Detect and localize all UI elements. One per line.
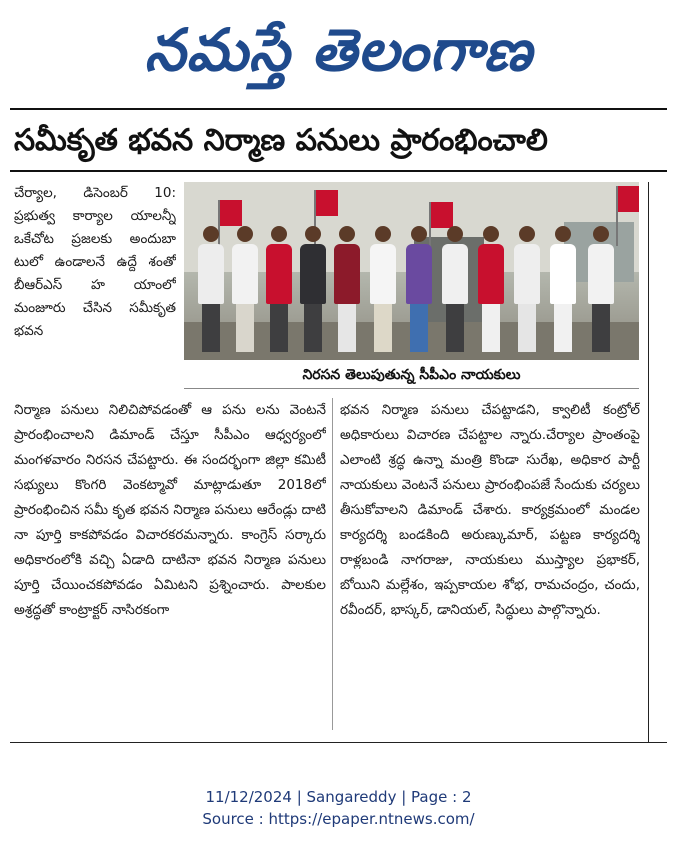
article-intro bbox=[14, 182, 176, 394]
column-divider bbox=[332, 398, 333, 730]
page-footer bbox=[0, 786, 677, 830]
article-photo bbox=[184, 182, 639, 360]
footer-source: Source : https://epaper.ntnews.com/ bbox=[202, 810, 475, 828]
newspaper-logo: నమస్తే తెలంగాణ bbox=[144, 16, 533, 84]
masthead bbox=[0, 0, 677, 100]
headline-divider bbox=[10, 170, 667, 172]
article-border bbox=[648, 182, 649, 742]
flag-icon bbox=[220, 200, 242, 226]
article-bottom-rule bbox=[10, 742, 667, 743]
article-headline: సమీకృత భవన నిర్మాణ పనులు ప్రారంభించాలి bbox=[14, 123, 548, 158]
flag-icon bbox=[316, 190, 338, 216]
flag-icon bbox=[618, 186, 639, 212]
article-body-right bbox=[340, 398, 640, 728]
top-divider bbox=[10, 108, 667, 110]
body-right-text: భవన నిర్మాణ పనులు చేపట్టాడని, క్వాలిటీ కంట్రోల్ అధికారులు విచారణ చేపట్టాల న్నారు.చేర్యాల ప్రాంతంపై ఎలాంటి శ్రద్ధ ఉన్నా మంత్రి కొండా సురేఖ, అధికార పార్టీ నాయకులు వెంటనే పనులు ప్రారంభింపజే సేందుకు చర్యలు తీసుకోవాలని డిమాండ్ చేశారు. కార్యక్రమంలో మండల కార్యదర్శి బండకింది అరుణ్కుమార్, పట్టణ కార్యదర్శి రాళ్లబండి నాగరాజు, నాయకులు ముస్త్యాల ప్రభాకర్, బోయిని మల్లేశం, ఇప్పకాయల శోభ, రామచంద్రం, చందు, రవీందర్, భాస్కర్, డానియల్, సిద్ధులు పాల్గొన్నారు. bbox=[340, 402, 640, 618]
article-body-left bbox=[14, 398, 326, 728]
intro-text: చేర్యాల, డిసెంబర్ 10: ప్రభుత్వ కార్యాల యాలన్నీ ఒకేచోట ప్రజలకు అందుబా టులో ఉండాలనే ఉద్దే శంతో బీఆర్ఎస్ హ యాంలో మంజూరు చేసిన సమీకృత భవన bbox=[14, 185, 176, 339]
flag-icon bbox=[431, 202, 453, 228]
body-left-text: నిర్మాణ పనులు నిలిచిపోవడంతో ఆ పను లను వెంటనే ప్రారంభించాలని డిమాండ్ చేస్తూ సీపీఎం ఆధ్వర్యంలో మంగళవారం నిరసన చేపట్టారు. ఈ సందర్భంగా జిల్లా కమిటీ సభ్యులు కొంగరి వెంకట్మావో మాట్లాడుతూ 2018లో ప్రారంభించిన సమీ కృత భవన నిర్మాణ పనులు ఆరేండ్లు దాటి నా పూర్తి కాకపోవడం విచారకరమన్నారు. కాంగ్రెస్ సర్కారు అధికారంలోకి వచ్చి ఏడాది దాటినా భవన నిర్మాణ పనులు పూర్తి చేయించకపోవడం ఏమిటని ప్రశ్నించారు. పాలకుల అశ్రద్ధతో కాంట్రాక్టర్ నాసిరకంగా bbox=[14, 402, 326, 618]
footer-date-edition: 11/12/2024 | Sangareddy | Page : 2 bbox=[205, 788, 472, 806]
photo-caption: నిరసన తెలుపుతున్న సీపీఎం నాయకులు bbox=[184, 362, 639, 389]
